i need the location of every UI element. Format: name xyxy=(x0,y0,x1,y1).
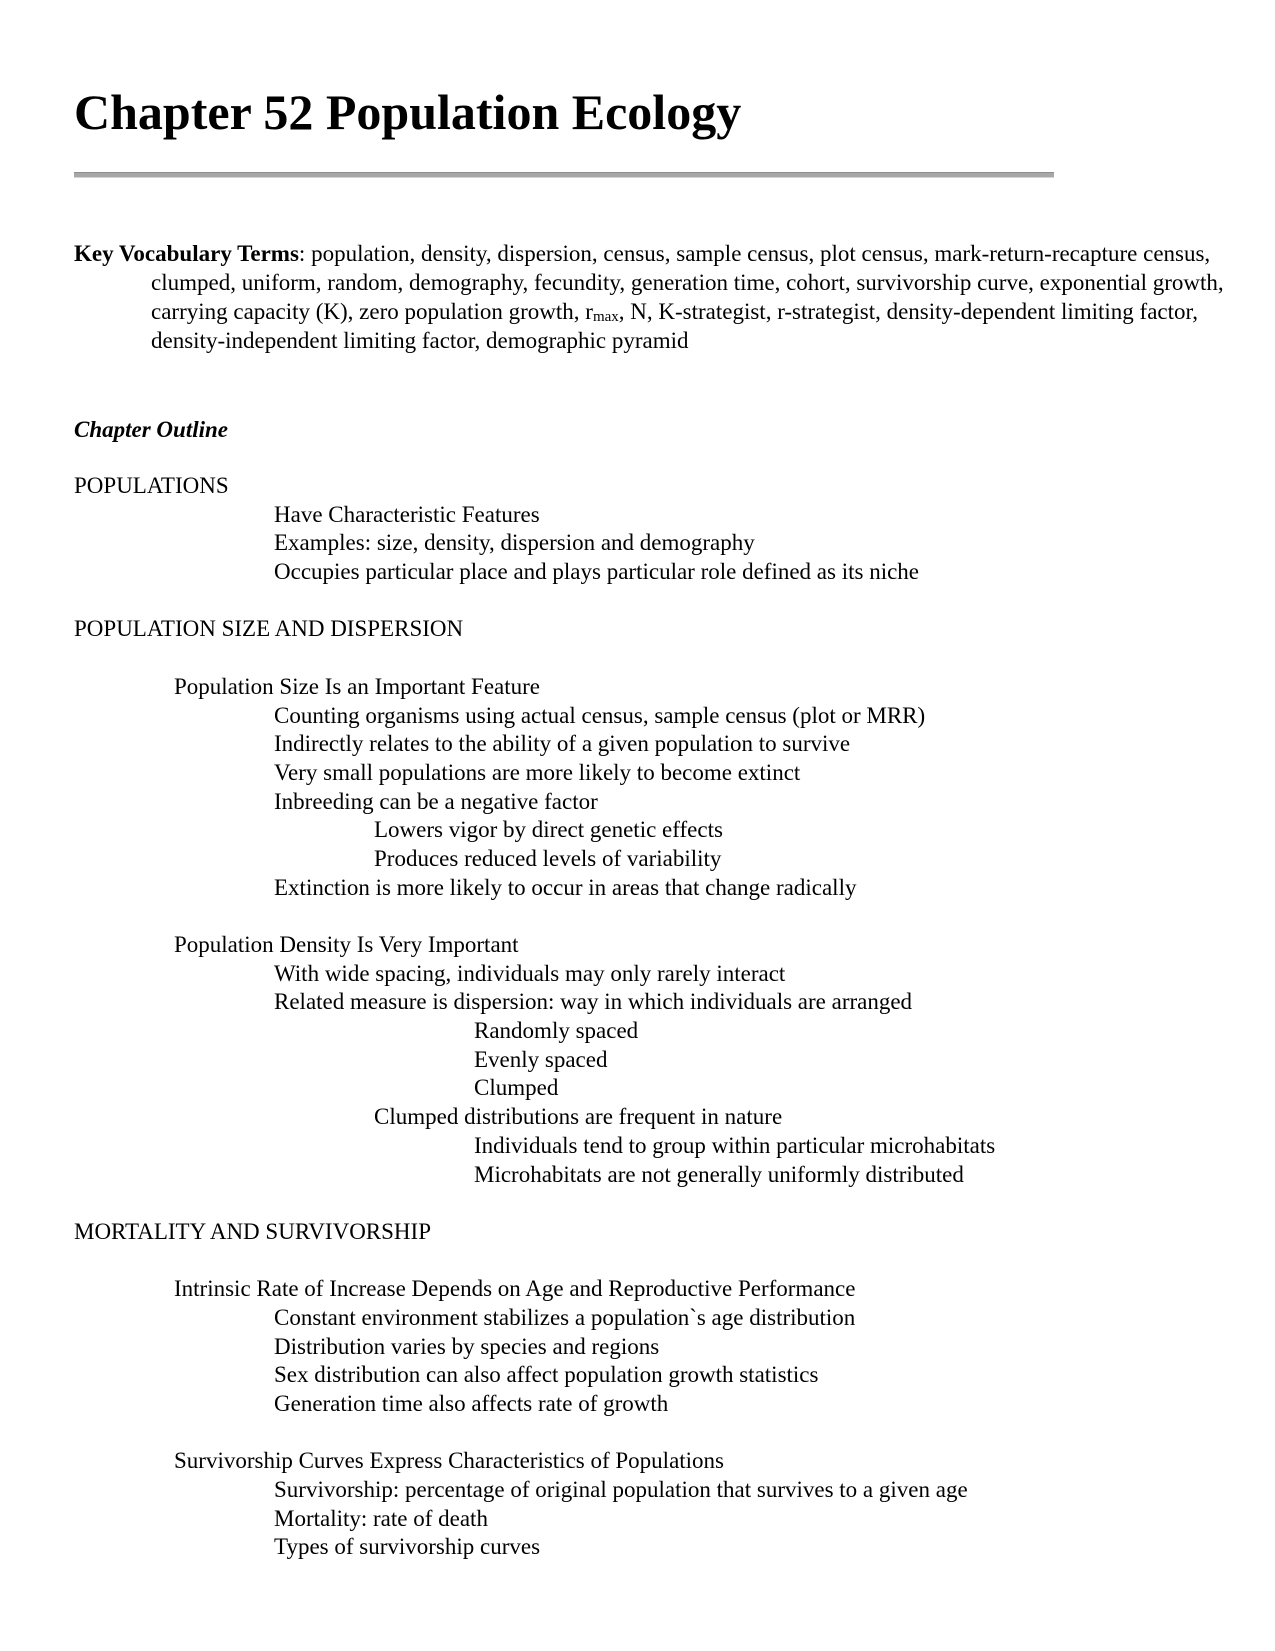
key-vocabulary-terms: population, density, dispersion, census, sample census, plot census, mark-return-recapture census, clumped, uniform, random, demography, fecundity, generation time, cohort, survivorship curve, exponential growth, carrying capacity (K), zero population growth, r xyxy=(151,241,1224,324)
section-heading-populations: POPULATIONS xyxy=(74,473,229,498)
subsection-title: Intrinsic Rate of Increase Depends on Age and Reproductive Performance xyxy=(174,1276,856,1302)
subsection-title: Survivorship Curves Express Characteristics of Populations xyxy=(174,1448,725,1474)
outline-line: Related measure is dispersion: way in which individuals are arranged xyxy=(274,989,913,1015)
spacer xyxy=(74,644,1204,673)
outline-line: Clumped distributions are frequent in nature xyxy=(374,1104,783,1130)
spacer xyxy=(74,1189,1204,1218)
spacer xyxy=(74,1419,1204,1448)
outline-line: Evenly spaced xyxy=(474,1046,608,1072)
spacer xyxy=(74,587,1204,616)
outline-line: Produces reduced levels of variability xyxy=(374,845,722,871)
outline-line: Clumped xyxy=(474,1075,559,1101)
spacer xyxy=(74,1247,1204,1276)
page-title: Chapter 52 Population Ecology xyxy=(74,84,742,140)
outline-line: Sex distribution can also affect population growth statistics xyxy=(274,1362,819,1388)
outline-line: Mortality: rate of death xyxy=(274,1505,488,1531)
outline-line: Individuals tend to group within particular microhabitats xyxy=(474,1132,996,1158)
section-heading-population-size-and-dispersion: POPULATION SIZE AND DISPERSION xyxy=(74,616,464,642)
key-vocabulary-paragraph xyxy=(74,239,1271,355)
outline-line: Indirectly relates to the ability of a given population to survive xyxy=(274,731,851,757)
spacer xyxy=(74,902,1204,931)
subsection-title: Population Density Is Very Important xyxy=(174,932,519,957)
outline-line: With wide spacing, individuals may only rarely interact xyxy=(274,960,786,986)
outline-line: Types of survivorship curves xyxy=(274,1534,541,1560)
chapter-outline xyxy=(74,472,1204,1562)
subsection-title: Population Size Is an Important Feature xyxy=(174,673,541,699)
section-heading-mortality-and-survivorship: MORTALITY AND SURVIVORSHIP xyxy=(74,1218,431,1244)
outline-line: Inbreeding can be a negative factor xyxy=(274,788,598,814)
outline-line: Randomly spaced xyxy=(474,1018,639,1044)
outline-line: Have Characteristic Features xyxy=(274,501,540,527)
title-divider xyxy=(74,172,1054,178)
key-vocabulary-colon: : xyxy=(298,241,306,266)
outline-line: Extinction is more likely to occur in areas that change radically xyxy=(274,874,857,900)
chapter-outline-heading: Chapter Outline xyxy=(74,417,229,442)
outline-line: Constant environment stabilizes a population`s age distribution xyxy=(274,1304,856,1330)
key-vocabulary-terms-continued: , N, K-strategist, r-strategist, density-dependent limiting factor, density-independent limiting factor, demographic pyramid xyxy=(151,299,1199,353)
outline-line: Lowers vigor by direct genetic effects xyxy=(374,817,723,843)
outline-line: Very small populations are more likely to become extinct xyxy=(274,759,801,785)
outline-line: Microhabitats are not generally uniformly distributed xyxy=(474,1161,964,1187)
outline-line: Occupies particular place and plays particular role defined as its niche xyxy=(274,559,919,585)
outline-line: Counting organisms using actual census, sample census (plot or MRR) xyxy=(274,702,926,728)
outline-line: Examples: size, density, dispersion and demography xyxy=(274,530,755,556)
outline-line: Distribution varies by species and regions xyxy=(274,1333,660,1359)
key-vocabulary-label: Key Vocabulary Terms xyxy=(74,241,299,266)
outline-line: Generation time also affects rate of growth xyxy=(274,1391,669,1416)
rmax-subscript: max xyxy=(592,309,619,325)
outline-line: Survivorship: percentage of original population that survives to a given age xyxy=(274,1477,968,1503)
